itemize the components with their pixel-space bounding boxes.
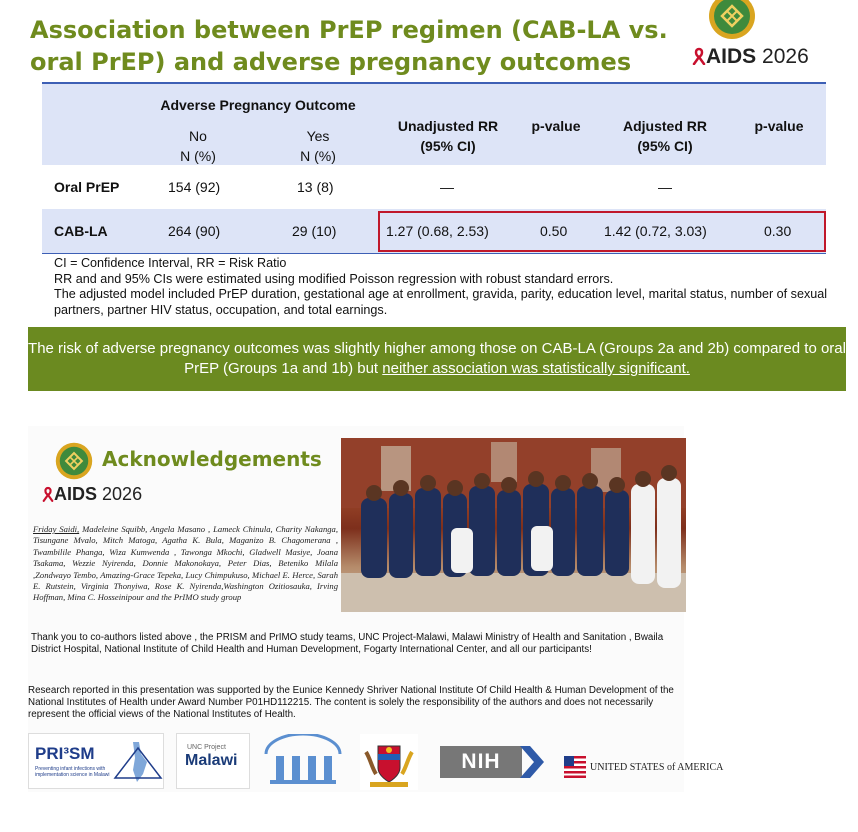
row-label: Oral PrEP [54, 179, 120, 195]
acknowledgements-title: Acknowledgements [102, 447, 322, 471]
col-yes-header: Yes [306, 128, 330, 144]
nih-logo [440, 746, 522, 778]
us-flag-icon [564, 756, 586, 778]
col-p2-header: p-value [754, 118, 804, 134]
usa-logo-text: UNITED STATES of AMERICA [590, 762, 724, 773]
nichd-logo-icon [262, 734, 344, 788]
col-unadj-ci: (95% CI) [420, 138, 476, 154]
note-line-1: CI = Confidence Interval, RR = Risk Ratio [54, 256, 287, 270]
prism-logo [28, 733, 164, 789]
slide-title [30, 14, 690, 78]
cell-unadj: — [440, 179, 454, 195]
slide-title-line-1: Association between PrEP regimen (CAB-LA vs. [30, 16, 668, 44]
conference-name: AIDS [54, 484, 98, 504]
col-no-header: No [189, 128, 207, 144]
cell-adj: — [658, 179, 672, 195]
results-table [42, 82, 826, 254]
cell-p1: 0.50 [540, 223, 568, 239]
conference-logo-small [42, 484, 142, 505]
group-header: Adverse Pregnancy Outcome [160, 97, 356, 113]
funding-text: Research reported in this presentation was supported by the Eunice Kennedy Shriver National Institute Of Child Health & Human Development of the National Institutes of Health under Award Number P01HD112215. The content is solely the responsibility of the authors and does not necessarily represent the official views of the National Institutes of Health. [28, 685, 674, 721]
conference-name: AIDS [706, 45, 757, 68]
banner-text: The risk of adverse pregnancy outcomes was slightly higher among those on CAB-LA (Groups 2a and 2b) compared to oral PrEP (Groups 1a and 1b) but [28, 340, 846, 377]
slide-title-line-2: oral PrEP) and adverse pregnancy outcomes [30, 48, 632, 76]
aids-ribbon-icon [42, 486, 54, 502]
col-unadj-header: Unadjusted RR [397, 118, 499, 134]
conference-year: 2026 [102, 484, 143, 504]
cell-p2: 0.30 [764, 223, 792, 239]
unc-logo-small: UNC Project [187, 744, 226, 751]
conference-logo [692, 45, 809, 69]
col-adj-ci: (95% CI) [637, 138, 693, 154]
nih-arrow-icon [520, 746, 546, 778]
highlight-box [378, 211, 826, 252]
col-no-unit: N (%) [180, 148, 216, 164]
iac-emblem-icon [708, 0, 756, 40]
conclusion-banner [28, 327, 846, 391]
cell-no: 154 (92) [168, 179, 221, 195]
cell-yes: 29 (10) [292, 223, 337, 239]
cell-no: 264 (90) [168, 223, 221, 239]
table-row-cab-la [42, 209, 826, 253]
first-author: Friday Saidi, [33, 524, 80, 534]
author-list [33, 524, 338, 604]
table-bottom-rule [42, 253, 826, 254]
cell-adj: 1.42 (0.72, 3.03) [604, 223, 707, 239]
note-line-2: RR and and 95% CIs were estimated using modified Poisson regression with robust standard errors. [54, 271, 614, 286]
prism-logo-tagline: Preventing infant infections with implementation science in Malawi [35, 766, 110, 778]
table-row-oral-prep [42, 165, 826, 209]
nih-logo-text: NIH [461, 750, 501, 773]
unc-logo-big: Malawi [185, 752, 238, 769]
table-header [42, 82, 826, 165]
other-authors: Madeleine Squibb, Angela Masano , Lameck Chinula, Charity Nakanga, Tisungane Mvalo, Mitch Matoga, Agatha K. Bula, Maganizo B. Chagomerana , Twambilile Phanga, Wiza Kumwenda , Tawonga Mkochi, Gladwell Masiye, Joana Tsakama, Wezzie Nyirenda, Donnie Makonokaya, Peter Dias, Beteniko Milala ,Zondwayo Tembo, Amazing-Grace Tepeka, Lucy Chimpukuso, Michael E. Herce, Sarah E. Rutstein, Virginia Thonyiwa, Rose K. Nyirenda,Washington Ozitiosauka, Irving Hoffman, Mina C. Hosseinipour and the PrIMO study group [33, 524, 338, 603]
row-label: CAB-LA [54, 223, 108, 239]
cell-yes: 13 (8) [297, 179, 334, 195]
team-photo-figures [341, 438, 686, 612]
banner-underlined: neither association was statistically significant. [382, 360, 690, 377]
aids-ribbon-icon [692, 47, 706, 65]
iac-emblem-icon [55, 442, 93, 480]
malawi-map-icon [113, 740, 163, 784]
col-yes-unit: N (%) [300, 148, 336, 164]
thanks-text: Thank you to co-authors listed above , the PRISM and PrIMO study teams, UNC Project-Malawi, Malawi Ministry of Health and Sanitation , Bwaila District Hospital, National Institute of Child Health and Human Development, Fogarty International Center, and all our participants! [31, 632, 664, 656]
col-p1-header: p-value [531, 118, 581, 134]
unc-project-malawi-logo [176, 733, 250, 789]
table-notes [54, 256, 834, 318]
col-adj-header: Adjusted RR [623, 118, 707, 134]
team-photo [341, 438, 686, 612]
cell-unadj: 1.27 (0.68, 2.53) [386, 223, 489, 239]
prism-logo-name: PRI³SM [35, 744, 95, 763]
note-line-3: The adjusted model included PrEP duration, gestational age at enrollment, gravida, parity, education level, marital status, number of sexual partners, partner HIV status, occupation, and total earnings. [54, 287, 828, 317]
malawi-coat-of-arms-icon [360, 734, 418, 790]
conference-year: 2026 [762, 45, 809, 68]
